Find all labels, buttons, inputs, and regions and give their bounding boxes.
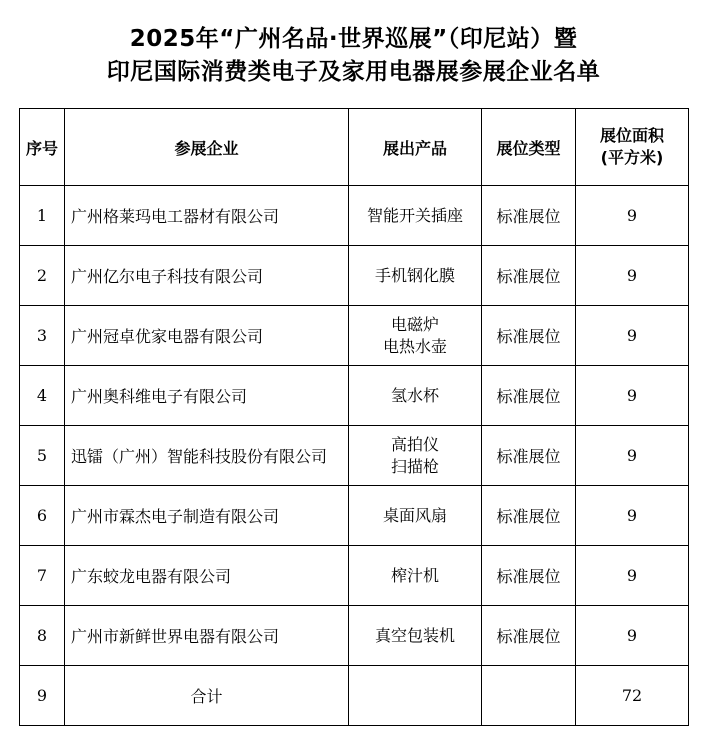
product-cell xyxy=(349,426,482,486)
total-area: 72 xyxy=(576,666,689,726)
booth-area: 9 xyxy=(576,426,689,486)
document-title-line2: 印尼国际消费类电子及家用电器展参展企业名单 xyxy=(106,59,601,85)
total-label: 合计 xyxy=(65,666,349,726)
booth-area: 9 xyxy=(576,366,689,426)
product-line: 真空包装机 xyxy=(374,625,455,645)
product-line: 氢水杯 xyxy=(390,385,439,405)
company-name: 广东蛟龙电器有限公司 xyxy=(65,546,349,606)
product-line: 榨汁机 xyxy=(390,565,439,585)
table-header-row xyxy=(20,109,689,186)
product-cell xyxy=(349,186,482,246)
header-number: 序号 xyxy=(20,109,65,186)
row-number: 4 xyxy=(20,366,65,426)
table-row xyxy=(20,366,689,426)
header-booth-type: 展位类型 xyxy=(482,109,576,186)
header-booth-area xyxy=(576,109,689,186)
booth-area: 9 xyxy=(576,486,689,546)
product-line: 高拍仪 xyxy=(390,434,439,454)
company-name: 广州格莱玛电工器材有限公司 xyxy=(65,186,349,246)
company-name: 广州市霖杰电子制造有限公司 xyxy=(65,486,349,546)
booth-area: 9 xyxy=(576,606,689,666)
product-line: 电磁炉 xyxy=(390,314,439,334)
product-cell xyxy=(349,306,482,366)
row-number: 9 xyxy=(20,666,65,726)
table-row xyxy=(20,426,689,486)
table-row xyxy=(20,246,689,306)
product-line: 桌面风扇 xyxy=(382,505,447,525)
booth-type: 标准展位 xyxy=(482,366,576,426)
booth-area: 9 xyxy=(576,186,689,246)
header-company: 参展企业 xyxy=(65,109,349,186)
booth-area: 9 xyxy=(576,306,689,366)
company-name: 广州市新鲜世界电器有限公司 xyxy=(65,606,349,666)
product-cell xyxy=(349,366,482,426)
company-name: 广州奥科维电子有限公司 xyxy=(65,366,349,426)
row-number: 3 xyxy=(20,306,65,366)
table-row xyxy=(20,546,689,606)
empty-cell xyxy=(482,666,576,726)
row-number: 6 xyxy=(20,486,65,546)
table-row xyxy=(20,606,689,666)
row-number: 7 xyxy=(20,546,65,606)
table-row xyxy=(20,186,689,246)
booth-type: 标准展位 xyxy=(482,186,576,246)
company-name: 广州冠卓优家电器有限公司 xyxy=(65,306,349,366)
booth-type: 标准展位 xyxy=(482,486,576,546)
product-line: 扫描枪 xyxy=(390,456,439,476)
company-name: 广州亿尔电子科技有限公司 xyxy=(65,246,349,306)
header-product: 展出产品 xyxy=(349,109,482,186)
booth-area: 9 xyxy=(576,246,689,306)
product-line: 智能开关插座 xyxy=(366,205,463,225)
row-number: 1 xyxy=(20,186,65,246)
booth-type: 标准展位 xyxy=(482,606,576,666)
company-name: 迅镭（广州）智能科技股份有限公司 xyxy=(65,426,349,486)
product-cell xyxy=(349,246,482,306)
row-number: 8 xyxy=(20,606,65,666)
header-area-line2: (平方米) xyxy=(600,148,664,167)
table-row xyxy=(20,486,689,546)
document-title-line1: 2025年“广州名品·世界巡展”（印尼站）暨 xyxy=(129,26,578,52)
product-cell xyxy=(349,546,482,606)
booth-area: 9 xyxy=(576,546,689,606)
table-row xyxy=(20,306,689,366)
booth-type: 标准展位 xyxy=(482,306,576,366)
empty-cell xyxy=(349,666,482,726)
booth-type: 标准展位 xyxy=(482,546,576,606)
product-cell xyxy=(349,606,482,666)
row-number: 2 xyxy=(20,246,65,306)
product-line: 手机钢化膜 xyxy=(374,265,455,285)
total-row xyxy=(20,666,689,726)
row-number: 5 xyxy=(20,426,65,486)
product-line: 电热水壶 xyxy=(382,336,447,356)
exhibitor-table xyxy=(19,108,689,726)
product-cell xyxy=(349,486,482,546)
booth-type: 标准展位 xyxy=(482,426,576,486)
booth-type: 标准展位 xyxy=(482,246,576,306)
header-area-line1: 展位面积 xyxy=(599,126,664,145)
